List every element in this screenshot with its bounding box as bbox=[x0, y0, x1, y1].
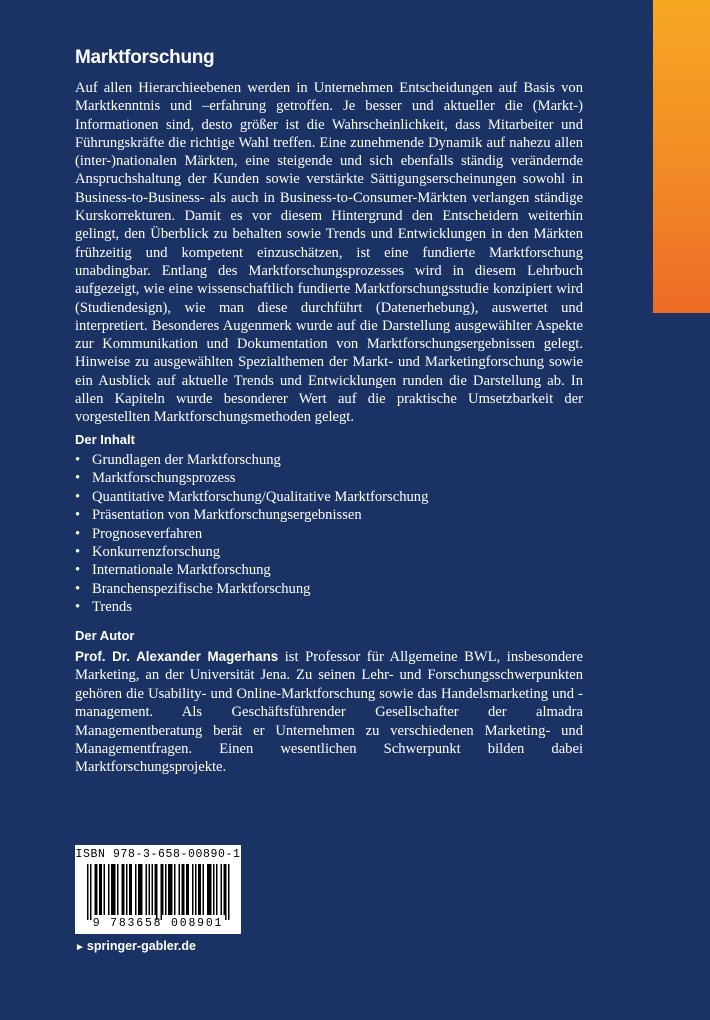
barcode-box bbox=[75, 845, 241, 934]
barcode-bar bbox=[108, 864, 110, 915]
list-item bbox=[75, 598, 575, 616]
website-link[interactable] bbox=[75, 939, 196, 953]
arrow-icon: ► bbox=[75, 942, 85, 953]
contents-heading: Der Inhalt bbox=[75, 432, 135, 447]
bullet-icon: • bbox=[75, 470, 81, 487]
barcode-bar bbox=[87, 864, 89, 920]
barcode-bar bbox=[161, 864, 163, 920]
author-heading: Der Autor bbox=[75, 628, 135, 643]
list-item-label: Konkurrenzforschung bbox=[92, 544, 221, 561]
list-item bbox=[75, 561, 575, 579]
book-title: Marktforschung bbox=[75, 47, 215, 68]
barcode-bar bbox=[156, 864, 158, 920]
orange-accent-band bbox=[653, 0, 710, 313]
barcode-bar bbox=[155, 864, 157, 915]
author-bio bbox=[75, 648, 583, 777]
barcode-bar bbox=[141, 864, 143, 915]
list-item-label: Internationale Marktforschung bbox=[92, 562, 271, 579]
barcode-bar bbox=[101, 864, 103, 915]
barcode-bar bbox=[228, 864, 230, 920]
list-item bbox=[75, 469, 575, 487]
barcode-bar bbox=[209, 864, 211, 915]
list-item bbox=[75, 451, 575, 469]
barcode-bar bbox=[95, 864, 97, 915]
barcode-bar bbox=[198, 864, 200, 915]
bullet-icon: • bbox=[75, 580, 81, 597]
barcode-bar bbox=[152, 864, 154, 915]
author-name: Prof. Dr. Alexander Magerhans bbox=[75, 649, 279, 664]
barcode-bar bbox=[179, 864, 181, 915]
barcode-bar bbox=[170, 864, 172, 915]
barcode-bar bbox=[114, 864, 116, 915]
ean-digits: 9 783658 008901 bbox=[92, 917, 224, 930]
barcode-bar bbox=[165, 864, 167, 915]
barcode-bar bbox=[138, 864, 140, 915]
barcode-bar bbox=[213, 864, 215, 915]
barcode-bar bbox=[225, 864, 227, 920]
barcode-bar bbox=[146, 864, 148, 915]
barcode-bar bbox=[135, 864, 137, 915]
bullet-icon: • bbox=[75, 488, 81, 505]
list-item bbox=[75, 580, 575, 598]
list-item-label: Marktforschungsprozess bbox=[92, 470, 236, 487]
barcode-bar bbox=[195, 864, 197, 915]
barcode-bar bbox=[90, 864, 92, 920]
list-item bbox=[75, 525, 575, 543]
barcode-bar bbox=[122, 864, 124, 915]
barcode-bar bbox=[104, 864, 106, 915]
list-item bbox=[75, 543, 575, 561]
list-item-label: Trends bbox=[92, 599, 133, 616]
barcode-bar bbox=[113, 864, 115, 915]
bullet-icon: • bbox=[75, 452, 81, 468]
barcode-bar bbox=[174, 864, 176, 915]
barcode-bar bbox=[192, 864, 194, 915]
barcode-bar bbox=[183, 864, 185, 915]
barcode-bar bbox=[203, 864, 205, 915]
barcode-bar bbox=[171, 864, 173, 915]
barcode-bar bbox=[168, 864, 170, 915]
barcode-bar bbox=[117, 864, 119, 915]
list-item-label: Branchenspezifische Marktforschung bbox=[92, 580, 311, 597]
barcode-bar bbox=[149, 864, 151, 915]
barcode-bar bbox=[131, 864, 133, 915]
barcode-bar bbox=[207, 864, 209, 915]
list-item-label: Prognoseverfahren bbox=[92, 525, 203, 542]
barcode-bar bbox=[162, 864, 164, 915]
barcode-bar bbox=[126, 864, 128, 915]
barcode-bar bbox=[216, 864, 218, 915]
barcode-bar bbox=[111, 864, 113, 915]
list-item-label: Präsentation von Marktforschungsergebnissen bbox=[92, 507, 362, 524]
list-item bbox=[75, 506, 575, 524]
barcode-bar bbox=[188, 864, 190, 915]
bullet-icon: • bbox=[75, 544, 81, 561]
author-bio-text: ist Professor für Allgemeine BWL, insbesondere Marketing, an der Universität Jena. Zu seinen Lehr- und Forschungsschwerpunkten gehören die Usability- und Online-Marktforschung sowie das Handelsmarketing und -management. Als Geschäftsführender Gesellschafter der almadra Managementberatung berät er Unternehmen zu verschiedenen Marketing- und Managementfragen. Einen wesentlichen Schwerpunkt bilden dabei Marktforschungsprojekte. bbox=[75, 649, 583, 776]
barcode-bar bbox=[221, 864, 223, 915]
barcode-bar bbox=[186, 864, 188, 915]
barcode-bar bbox=[182, 864, 184, 915]
book-description: Auf allen Hierarchieebenen werden in Unternehmen Entscheidungen auf Basis von Marktkenntnis und –erfahrung getroffen. Je besser und aktueller die (Markt-) Informationen sind, desto größer ist die Wahrscheinlichkeit, dass Mitarbeiter und Führungskräfte die richtige Wahl treffen. Eine zunehmende Dynamik auf nahezu allen (inter-)nationalen Märkten, eine steigende und sich ebenfalls ständig verändernde Anspruchshaltung der Kunden sowie verstärkte Sättigungserscheinungen sowohl in Business-to-Business- als auch in Business-to-Consumer-Märkten verlangen ständige Kurskorrekturen. Damit es vor diesem Hintergrund den Entscheidern weiterhin gelingt, den Überblick zu behalten sowie Trends und Entwicklungen in den Märkten frühzeitig und kompetent einzuschätzen, ist eine fundierte Marktforschung unabdingbar. Entlang des Marktforschungsprozesses wird in diesem Lehrbuch aufgezeigt, wie eine wissenschaftlich fundierte Marktforschungsstudie konzipiert wird (Studiendesign), wie man diese durchführt (Datenerhebung), auswertet und interpretiert. Besonderes Augenmerk wurde auf die Darstellung ausgewählter Aspekte zur Kommunikation und Dokumentation von Marktforschungsergebnissen gelegt. Hinweise zu ausgewählten Spezialthemen der Markt- und Marketingforschung sowie ein Ausblick auf aktuelle Trends und Entwicklungen runden die Darstellung ab. In allen Kapiteln wurde besonderer Wert auf die praktische Umsetzbarkeit der vorgestellten Marktforschungsmethoden gelegt. bbox=[75, 80, 583, 426]
list-item-label: Grundlagen der Marktforschung bbox=[92, 452, 281, 468]
barcode-bar bbox=[210, 864, 212, 915]
isbn-label: ISBN 978-3-658-00890-1 bbox=[75, 848, 241, 861]
barcode-bar bbox=[224, 864, 226, 915]
contents-list bbox=[75, 451, 575, 617]
barcode-bar bbox=[140, 864, 142, 915]
bullet-icon: • bbox=[75, 599, 81, 616]
barcode-bar bbox=[200, 864, 202, 915]
bullet-icon: • bbox=[75, 525, 81, 542]
list-item-label: Quantitative Marktforschung/Qualitative Marktforschung bbox=[92, 488, 429, 505]
bullet-icon: • bbox=[75, 562, 81, 579]
barcode-bar bbox=[129, 864, 131, 915]
website-url: springer-gabler.de bbox=[86, 939, 196, 953]
bullet-icon: • bbox=[75, 507, 81, 524]
barcode-bar bbox=[99, 864, 101, 915]
list-item bbox=[75, 488, 575, 506]
barcode-bar bbox=[123, 864, 125, 915]
barcode-bar bbox=[96, 864, 98, 915]
